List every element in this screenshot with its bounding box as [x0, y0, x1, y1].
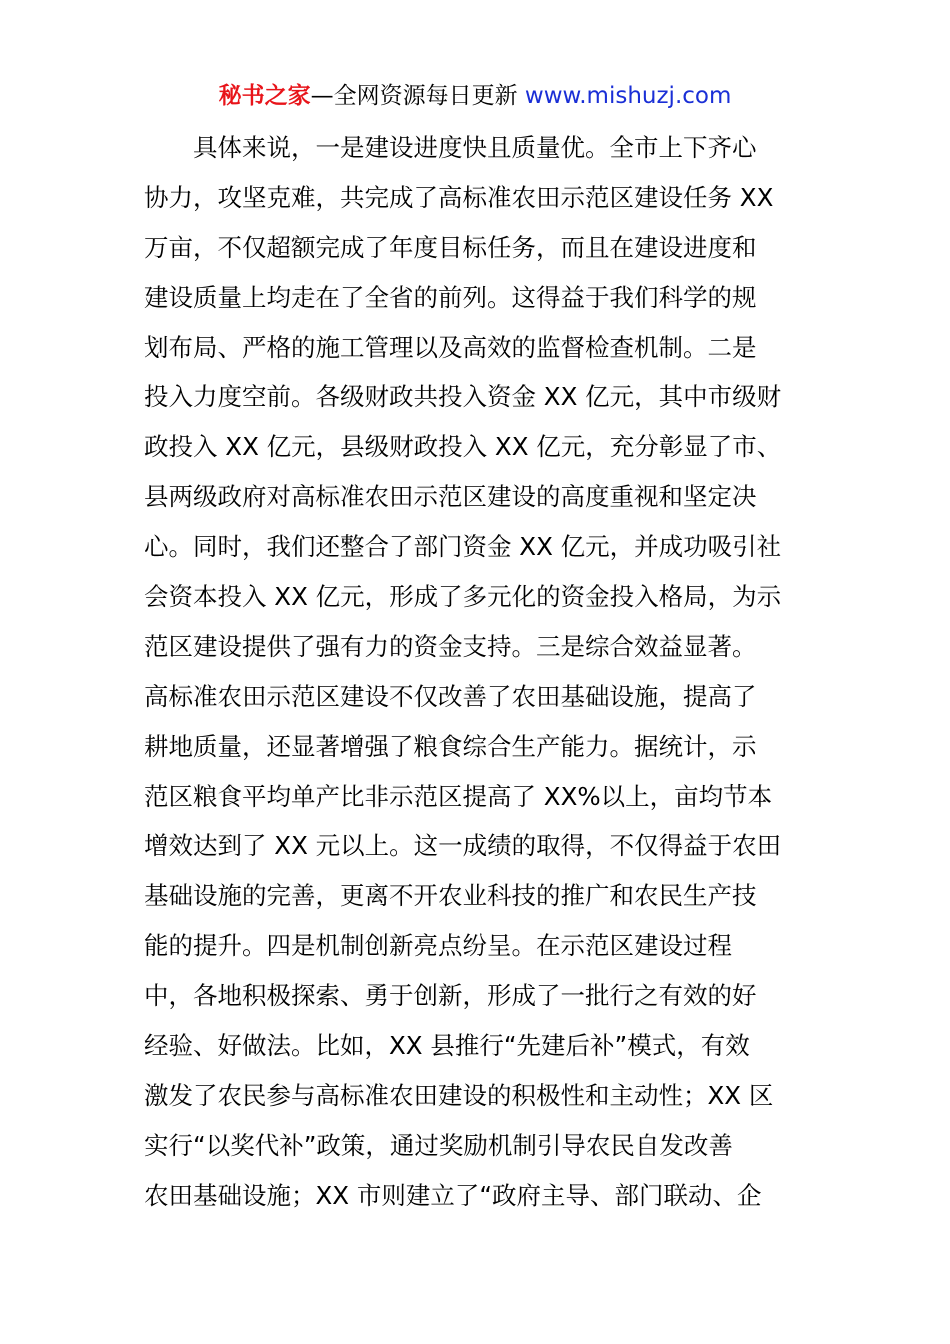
text-line: 能的提升。四是机制创新亮点纷呈。在示范区建设过程	[144, 931, 732, 961]
text-line: 会资本投入 XX 亿元，形成了多元化的资金投入格局，为示	[144, 582, 782, 612]
text-line: 实行“以奖代补”政策，通过奖励机制引导农民自发改善	[144, 1130, 733, 1160]
brand-name: 秘书之家	[218, 83, 311, 109]
text-line: 投入力度空前。各级财政共投入资金 XX 亿元，其中市级财	[144, 382, 782, 412]
text-line: 范区粮食平均单产比非示范区提高了 XX%以上，亩均节本	[144, 781, 773, 811]
site-url-link[interactable]: www.mishuzj.com	[524, 83, 732, 109]
text-line: 高标准农田示范区建设不仅改善了农田基础设施，提高了	[144, 681, 757, 711]
text-line: 中，各地积极探索、勇于创新，形成了一批行之有效的好	[144, 981, 757, 1011]
text-line: 政投入 XX 亿元，县级财政投入 XX 亿元，充分彰显了市、	[144, 432, 782, 462]
text-line: 建设质量上均走在了全省的前列。这得益于我们科学的规	[144, 282, 757, 312]
text-line: 增效达到了 XX 元以上。这一成绩的取得，不仅得益于农田	[144, 831, 782, 861]
text-line: 心。同时，我们还整合了部门资金 XX 亿元，并成功吸引社	[144, 532, 782, 562]
text-line: 范区建设提供了强有力的资金支持。三是综合效益显著。	[144, 631, 757, 661]
text-line: 激发了农民参与高标准农田建设的积极性和主动性；XX 区	[144, 1080, 774, 1110]
text-line: 基础设施的完善，更离不开农业科技的推广和农民生产技	[144, 881, 757, 911]
document-body	[144, 123, 814, 1221]
header-tagline: —全网资源每日更新	[310, 83, 525, 109]
text-line: 协力，攻坚克难，共完成了高标准农田示范区建设任务 XX	[144, 182, 774, 212]
text-line: 耕地质量，还显著增强了粮食综合生产能力。据统计，示	[144, 731, 757, 761]
text-line: 经验、好做法。比如，XX 县推行“先建后补”模式，有效	[144, 1031, 750, 1061]
text-line: 划布局、严格的施工管理以及高效的监督检查机制。二是	[144, 332, 757, 362]
text-line: 万亩，不仅超额完成了年度目标任务，而且在建设进度和	[144, 232, 757, 262]
text-line: 具体来说，一是建设进度快且质量优。全市上下齐心	[144, 133, 757, 162]
text-line: 农田基础设施；XX 市则建立了“政府主导、部门联动、企	[144, 1180, 762, 1210]
site-header	[0, 80, 950, 112]
text-line: 县两级政府对高标准农田示范区建设的高度重视和坚定决	[144, 482, 757, 512]
